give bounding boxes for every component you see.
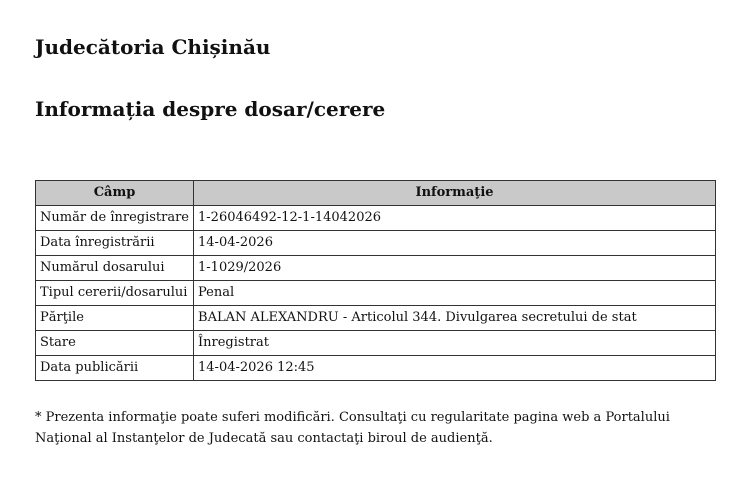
field-status-label: Stare xyxy=(36,331,194,356)
table-row xyxy=(36,306,716,331)
table-row xyxy=(36,231,716,256)
case-info-table xyxy=(35,180,716,381)
field-publication-date-value: 14-04-2026 12:45 xyxy=(194,356,716,381)
disclaimer-note: * Prezenta informaţie poate suferi modificări. Consultaţi cu regularitate pagina web a Portalului Naţional al Instanţelor de Judecată sau contactaţi biroul de audienţă. xyxy=(35,410,670,446)
table-row xyxy=(36,356,716,381)
field-publication-date-label: Data publicării xyxy=(36,356,194,381)
field-registration-date-value: 14-04-2026 xyxy=(194,231,716,256)
table-header-row xyxy=(36,181,716,206)
field-status-value: Înregistrat xyxy=(194,331,716,356)
field-parties-value: BALAN ALEXANDRU - Articolul 344. Divulgarea secretului de stat xyxy=(194,306,716,331)
table-row xyxy=(36,331,716,356)
field-registration-date-label: Data înregistrării xyxy=(36,231,194,256)
field-case-type-label: Tipul cererii/dosarului xyxy=(36,281,194,306)
field-registration-number-value: 1-26046492-12-1-14042026 xyxy=(194,206,716,231)
column-header-information: Informaţie xyxy=(194,181,716,206)
field-registration-number-label: Număr de înregistrare xyxy=(36,206,194,231)
column-header-field: Câmp xyxy=(36,181,194,206)
table-row xyxy=(36,256,716,281)
field-case-number-value: 1-1029/2026 xyxy=(194,256,716,281)
court-name: Judecătoria Chișinău xyxy=(35,35,271,59)
page-title: Informația despre dosar/cerere xyxy=(35,97,386,121)
field-case-type-value: Penal xyxy=(194,281,716,306)
field-case-number-label: Numărul dosarului xyxy=(36,256,194,281)
table-row xyxy=(36,281,716,306)
field-parties-label: Părţile xyxy=(36,306,194,331)
table-row xyxy=(36,206,716,231)
